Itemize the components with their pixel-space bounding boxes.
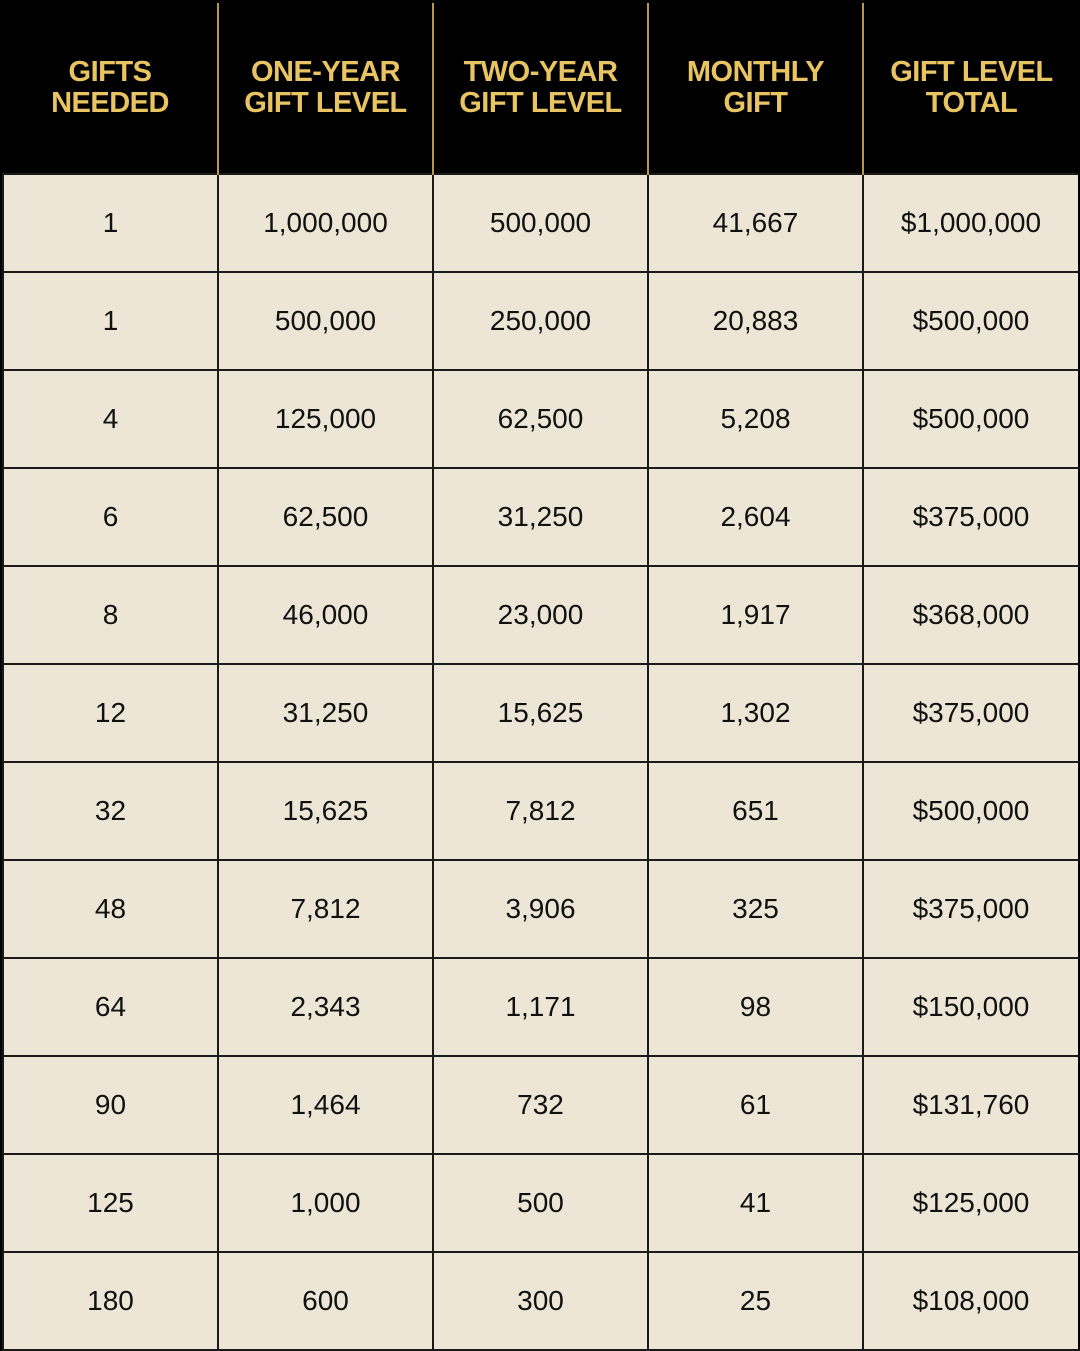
cell-one-year-gift-level: 31,250 [218, 664, 433, 762]
cell-gift-level-total: $375,000 [863, 860, 1079, 958]
cell-gifts-needed: 64 [3, 958, 218, 1056]
cell-one-year-gift-level: 1,000,000 [218, 174, 433, 272]
cell-two-year-gift-level: 7,812 [433, 762, 648, 860]
cell-monthly-gift: 41 [648, 1154, 863, 1252]
cell-one-year-gift-level: 500,000 [218, 272, 433, 370]
cell-two-year-gift-level: 15,625 [433, 664, 648, 762]
cell-one-year-gift-level: 1,000 [218, 1154, 433, 1252]
table-row [3, 958, 1079, 1056]
cell-two-year-gift-level: 31,250 [433, 468, 648, 566]
cell-two-year-gift-level: 62,500 [433, 370, 648, 468]
cell-monthly-gift: 651 [648, 762, 863, 860]
table-header [3, 3, 1079, 174]
cell-one-year-gift-level: 62,500 [218, 468, 433, 566]
cell-gift-level-total: $375,000 [863, 468, 1079, 566]
cell-two-year-gift-level: 300 [433, 1252, 648, 1350]
cell-gifts-needed: 90 [3, 1056, 218, 1154]
table-row [3, 468, 1079, 566]
cell-gifts-needed: 1 [3, 272, 218, 370]
column-header-line: ONE-YEAR [250, 56, 401, 88]
column-header-monthly-gift [648, 3, 863, 174]
cell-one-year-gift-level: 2,343 [218, 958, 433, 1056]
cell-gift-level-total: $500,000 [863, 272, 1079, 370]
cell-gift-level-total: $125,000 [863, 1154, 1079, 1252]
cell-monthly-gift: 325 [648, 860, 863, 958]
cell-gifts-needed: 32 [3, 762, 218, 860]
cell-one-year-gift-level: 46,000 [218, 566, 433, 664]
cell-gift-level-total: $368,000 [863, 566, 1079, 664]
column-header-line: NEEDED [51, 87, 169, 119]
cell-two-year-gift-level: 23,000 [433, 566, 648, 664]
cell-two-year-gift-level: 732 [433, 1056, 648, 1154]
cell-gifts-needed: 125 [3, 1154, 218, 1252]
gift-range-table [2, 3, 1080, 1351]
cell-monthly-gift: 61 [648, 1056, 863, 1154]
cell-gift-level-total: $131,760 [863, 1056, 1079, 1154]
table-row [3, 272, 1079, 370]
column-header-gift-level-total [863, 3, 1079, 174]
column-header-line: GIFTS [68, 56, 152, 88]
header-row [3, 3, 1079, 174]
table-row [3, 566, 1079, 664]
column-header-line: GIFT LEVEL [459, 87, 622, 119]
cell-monthly-gift: 5,208 [648, 370, 863, 468]
cell-one-year-gift-level: 7,812 [218, 860, 433, 958]
table-row [3, 1056, 1079, 1154]
cell-gift-level-total: $500,000 [863, 762, 1079, 860]
table-body [3, 174, 1079, 1350]
column-header-line: TWO-YEAR [463, 56, 618, 88]
cell-gift-level-total: $375,000 [863, 664, 1079, 762]
cell-gift-level-total: $150,000 [863, 958, 1079, 1056]
cell-one-year-gift-level: 15,625 [218, 762, 433, 860]
table-row [3, 762, 1079, 860]
cell-gifts-needed: 180 [3, 1252, 218, 1350]
table-row [3, 664, 1079, 762]
cell-one-year-gift-level: 125,000 [218, 370, 433, 468]
column-header-one-year-gift-level [218, 3, 433, 174]
cell-two-year-gift-level: 1,171 [433, 958, 648, 1056]
cell-gifts-needed: 8 [3, 566, 218, 664]
cell-two-year-gift-level: 250,000 [433, 272, 648, 370]
cell-monthly-gift: 98 [648, 958, 863, 1056]
cell-gift-level-total: $108,000 [863, 1252, 1079, 1350]
column-header-line: MONTHLY [686, 56, 825, 88]
cell-gift-level-total: $1,000,000 [863, 174, 1079, 272]
column-header-line: TOTAL [925, 87, 1018, 119]
cell-gifts-needed: 6 [3, 468, 218, 566]
cell-two-year-gift-level: 500 [433, 1154, 648, 1252]
table-row [3, 1154, 1079, 1252]
cell-monthly-gift: 41,667 [648, 174, 863, 272]
table-row [3, 1252, 1079, 1350]
cell-one-year-gift-level: 600 [218, 1252, 433, 1350]
table-row [3, 370, 1079, 468]
cell-gifts-needed: 48 [3, 860, 218, 958]
cell-monthly-gift: 1,302 [648, 664, 863, 762]
cell-monthly-gift: 20,883 [648, 272, 863, 370]
cell-gift-level-total: $500,000 [863, 370, 1079, 468]
column-header-line: GIFT [723, 87, 788, 119]
cell-two-year-gift-level: 500,000 [433, 174, 648, 272]
cell-gifts-needed: 4 [3, 370, 218, 468]
table-row [3, 174, 1079, 272]
cell-monthly-gift: 25 [648, 1252, 863, 1350]
cell-monthly-gift: 2,604 [648, 468, 863, 566]
table-row [3, 860, 1079, 958]
column-header-line: GIFT LEVEL [244, 87, 407, 119]
column-header-gifts-needed [3, 3, 218, 174]
column-header-two-year-gift-level [433, 3, 648, 174]
cell-gifts-needed: 12 [3, 664, 218, 762]
column-header-line: GIFT LEVEL [890, 56, 1053, 88]
cell-monthly-gift: 1,917 [648, 566, 863, 664]
cell-one-year-gift-level: 1,464 [218, 1056, 433, 1154]
cell-two-year-gift-level: 3,906 [433, 860, 648, 958]
cell-gifts-needed: 1 [3, 174, 218, 272]
